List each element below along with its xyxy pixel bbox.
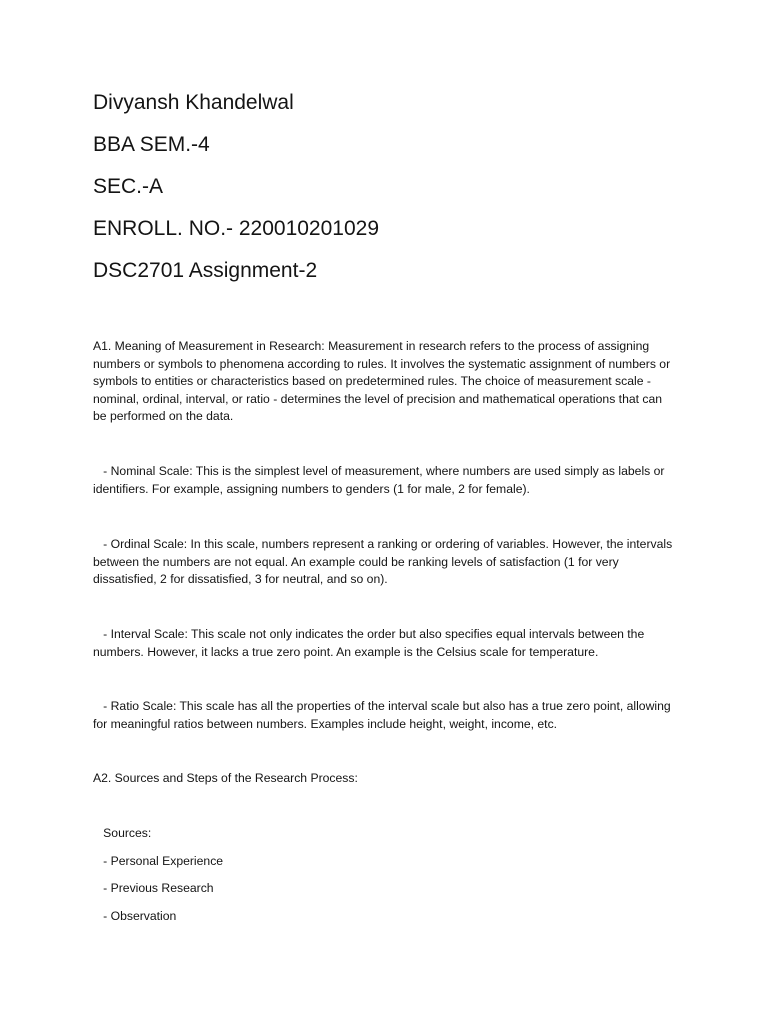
sources-label: Sources: <box>93 826 152 840</box>
a2-heading: A2. Sources and Steps of the Research Process: <box>93 771 358 785</box>
source-item: - Observation <box>93 909 177 923</box>
assignment-title: DSC2701 Assignment-2 <box>93 259 318 282</box>
a1-intro-paragraph: A1. Meaning of Measurement in Research: Measurement in research refers to the process of assigning numbers or symbols to phenomena according to rules. It involves the systematic assignment of numbers or symbols to entities or characteristics based on predetermined rules. The choice of measurement scale - nominal, ordinal, interval, or ratio - determines the level of precision and mathematical operations that can be performed on the data. <box>93 339 671 424</box>
ratio-scale-paragraph: - Ratio Scale: This scale has all the properties of the interval scale but also has a true zero point, allowing for meaningful ratios between numbers. Examples include height, weight, income, etc. <box>93 699 675 731</box>
program-semester: BBA SEM.-4 <box>93 133 210 156</box>
enrollment-number: ENROLL. NO.- 220010201029 <box>93 217 380 240</box>
nominal-scale-paragraph: - Nominal Scale: This is the simplest level of measurement, where numbers are used simply as labels or identifiers. For example, assigning numbers to genders (1 for male, 2 for female). <box>93 464 668 496</box>
ordinal-scale-paragraph: - Ordinal Scale: In this scale, numbers represent a ranking or ordering of variables. However, the intervals between the numbers are not equal. An example could be ranking levels of satisfaction (1 for very dissatisfied, 2 for dissatisfied, 3 for neutral, and so on). <box>93 537 676 587</box>
source-item: - Previous Research <box>93 881 214 895</box>
interval-scale-paragraph: - Interval Scale: This scale not only indicates the order but also specifies equal intervals between the numbers. However, it lacks a true zero point. An example is the Celsius scale for temperature. <box>93 627 648 659</box>
source-item: - Personal Experience <box>93 854 224 868</box>
section: SEC.-A <box>93 175 164 198</box>
student-name: Divyansh Khandelwal <box>93 91 294 114</box>
